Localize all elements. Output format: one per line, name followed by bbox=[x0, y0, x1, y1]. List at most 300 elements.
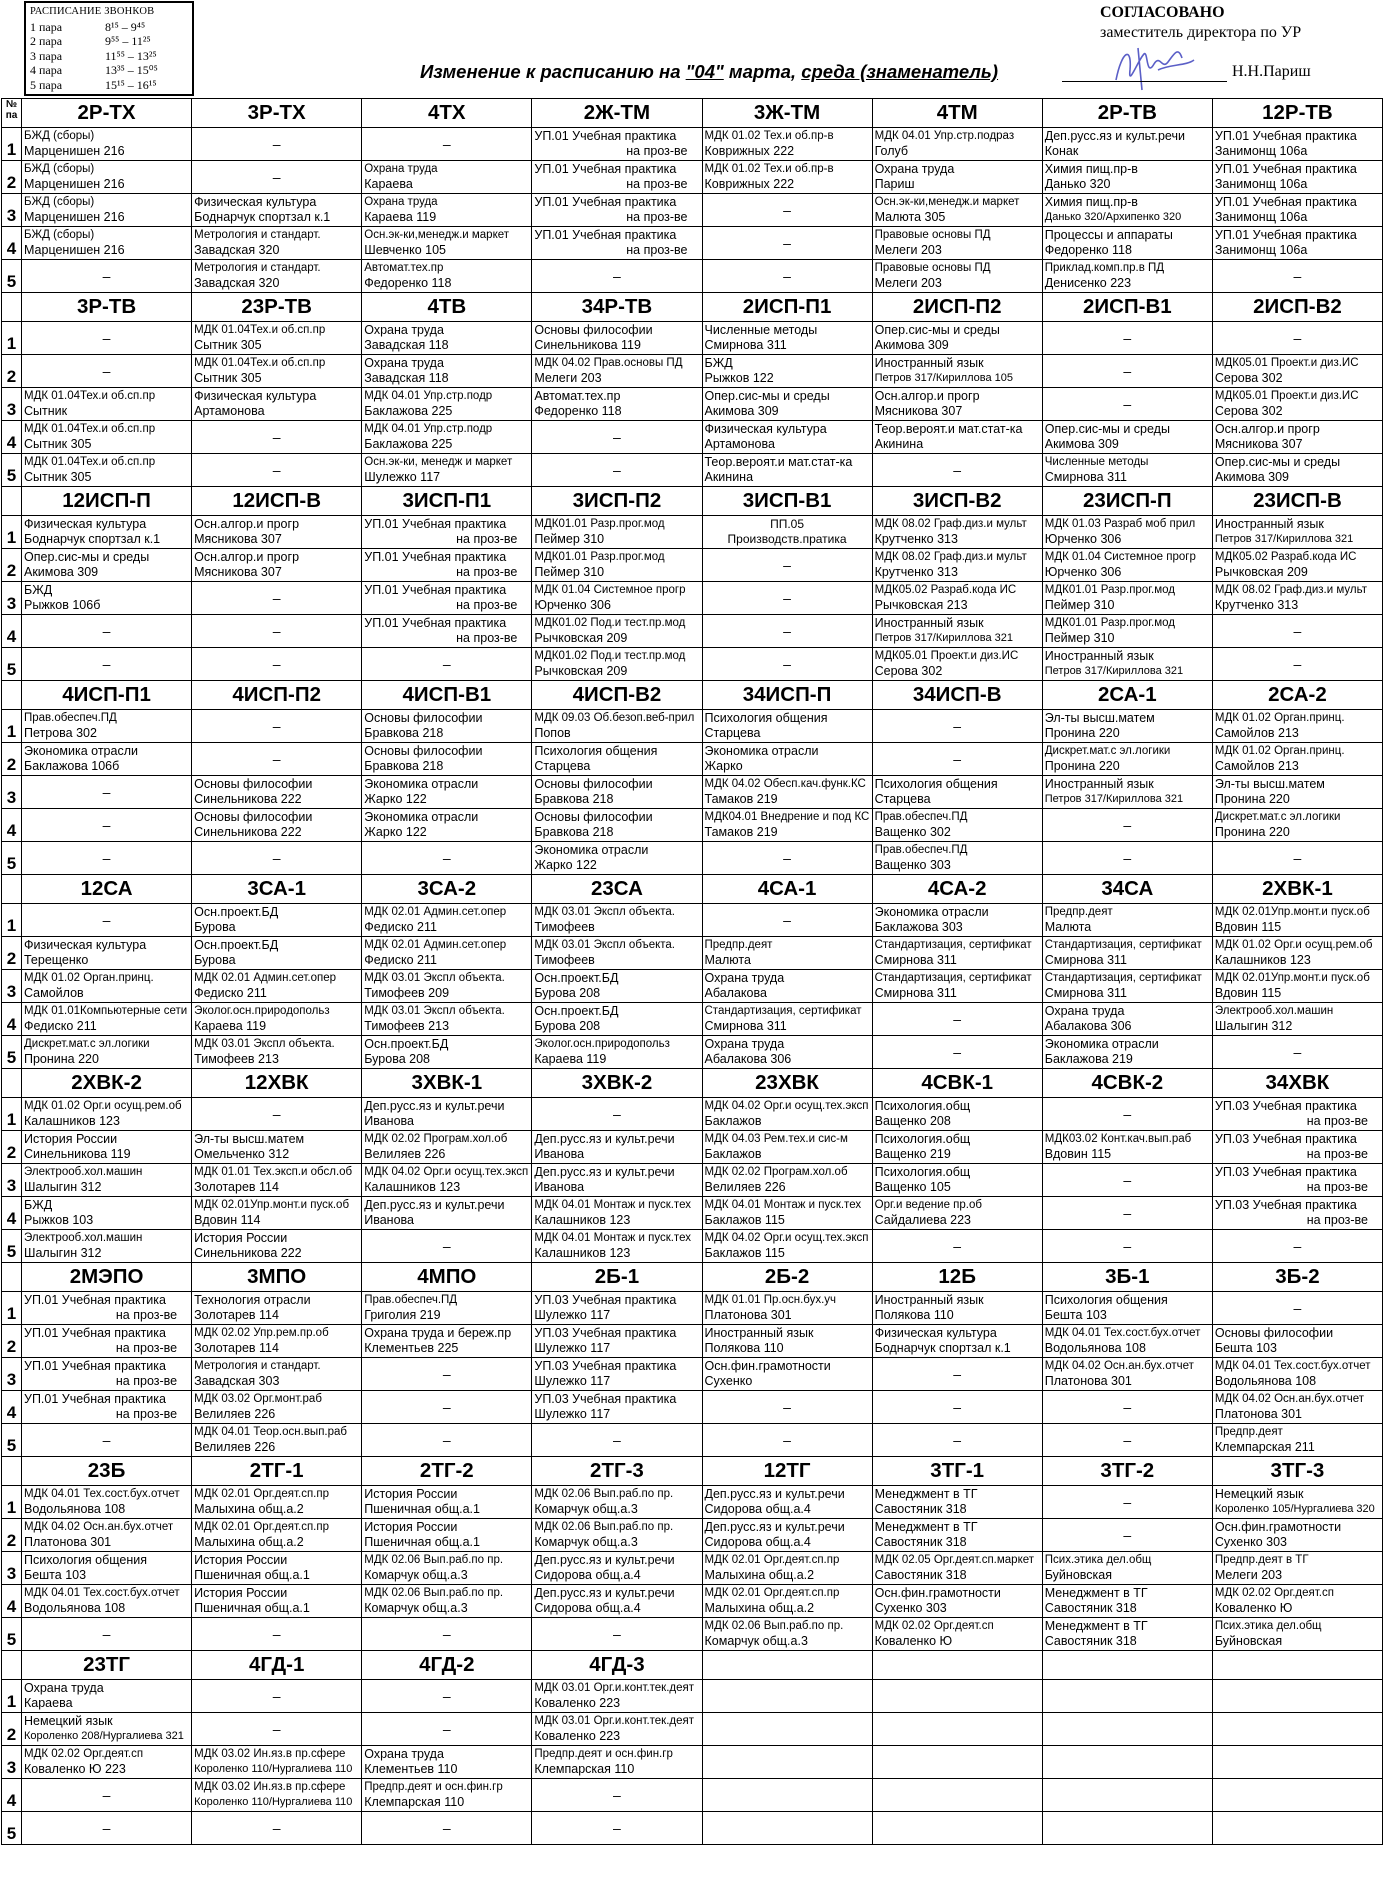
lesson-teacher: Юрченко 306 bbox=[534, 598, 611, 612]
lesson-subject: Осн.проект.БД bbox=[194, 938, 279, 952]
lesson-subject: БЖД bbox=[24, 1198, 53, 1212]
lesson-cell bbox=[192, 1552, 362, 1585]
lesson-content bbox=[362, 227, 531, 259]
group-header: 3ХВК-1 bbox=[362, 1069, 532, 1098]
lesson-content bbox=[362, 260, 531, 292]
lesson-cell bbox=[872, 1098, 1042, 1131]
lesson-subject: Охрана труда bbox=[874, 162, 955, 176]
lesson-subject: МДК 03.01 Орг.и.конт.тек.деят bbox=[534, 1682, 695, 1694]
lesson-content bbox=[362, 322, 531, 354]
lesson-subject: УП.03 Учебная практика bbox=[1214, 1132, 1357, 1146]
lesson-content bbox=[362, 776, 531, 808]
lesson-cell bbox=[1212, 1424, 1382, 1457]
group-header: 12Б bbox=[872, 1263, 1042, 1292]
lesson-content bbox=[532, 194, 701, 226]
lesson-content bbox=[1043, 1618, 1212, 1650]
lesson-teacher: Артамонова bbox=[704, 437, 775, 451]
group-header: 4ГД-3 bbox=[532, 1651, 702, 1680]
lesson-content bbox=[362, 1131, 531, 1163]
no-lesson-cell: – bbox=[532, 1618, 702, 1651]
lesson-subject: УП.03 Учебная практика bbox=[534, 1326, 677, 1340]
lesson-content bbox=[873, 549, 1042, 581]
lesson-content bbox=[1213, 710, 1382, 742]
lesson-teacher: Баклажова 303 bbox=[874, 920, 963, 934]
lesson-cell bbox=[22, 227, 192, 260]
lesson-teacher: Бешта 103 bbox=[24, 1568, 87, 1582]
group-header: 3ТГ-3 bbox=[1212, 1457, 1382, 1486]
lesson-cell bbox=[362, 1003, 532, 1036]
lesson-teacher: Клемпарская 110 bbox=[364, 1795, 465, 1809]
lesson-subject: УП.01 Учебная практика bbox=[24, 1392, 166, 1406]
lesson-content bbox=[1043, 516, 1212, 548]
group-header: 3Ж-ТМ bbox=[702, 99, 872, 128]
lesson-teacher: Баклажов 115 bbox=[704, 1246, 785, 1260]
lesson-subject: Охрана труда bbox=[704, 1037, 785, 1051]
lesson-teacher: Короленко 105/Нургалиева 320 bbox=[1214, 1503, 1375, 1515]
lesson-cell bbox=[1212, 227, 1382, 260]
lesson-subject: Дискрет.мат.с эл.логики bbox=[24, 1038, 150, 1050]
lesson-location: на проз-ве bbox=[1306, 1180, 1368, 1194]
lesson-content bbox=[362, 454, 531, 486]
lesson-cell bbox=[192, 1779, 362, 1812]
lesson-teacher: Тамаков 219 bbox=[704, 792, 778, 806]
lesson-teacher: Короленко 110/Нургалиева 110 bbox=[194, 1796, 353, 1808]
lesson-content bbox=[873, 355, 1042, 387]
lesson-cell bbox=[532, 1680, 702, 1713]
lesson-content bbox=[1213, 776, 1382, 808]
lesson-cell bbox=[872, 1292, 1042, 1325]
lesson-subject: Психология.общ bbox=[874, 1099, 971, 1113]
lesson-content bbox=[532, 743, 701, 775]
lesson-subject: МДК 04.01 Тех.сост.бух.отчет bbox=[1214, 1360, 1371, 1372]
slot-number: 4 bbox=[2, 1391, 22, 1424]
lesson-teacher: Акимова 309 bbox=[704, 404, 779, 418]
lesson-subject: Деп.русс.яз и культ.речи bbox=[534, 1586, 675, 1600]
lesson-teacher: Синельникова 222 bbox=[194, 1246, 302, 1260]
lesson-subject: МДК 02.01 Орг.деят.сп.пр bbox=[194, 1488, 330, 1500]
lesson-content bbox=[192, 1746, 361, 1778]
lesson-content bbox=[192, 260, 361, 292]
slot-number: 5 bbox=[2, 1618, 22, 1651]
lesson-content bbox=[1043, 128, 1212, 160]
lesson-content bbox=[532, 1519, 701, 1551]
lesson-teacher: Мясникова 307 bbox=[194, 565, 282, 579]
lesson-teacher: Савостяник 318 bbox=[874, 1502, 967, 1516]
lesson-cell bbox=[192, 227, 362, 260]
lesson-cell bbox=[22, 1519, 192, 1552]
lesson-content bbox=[703, 1358, 872, 1390]
lesson-cell bbox=[702, 1552, 872, 1585]
lesson-subject: Охрана труда bbox=[1044, 1004, 1125, 1018]
slot-number: 5 bbox=[2, 1036, 22, 1069]
slot-header-cell bbox=[2, 1069, 22, 1098]
group-header: 4ИСП-П1 bbox=[22, 681, 192, 710]
lesson-content bbox=[532, 904, 701, 936]
empty-cell bbox=[1042, 1680, 1212, 1713]
lesson-teacher: Тимофеев 209 bbox=[364, 986, 450, 1000]
lesson-subject: Экономика отрасли bbox=[874, 905, 989, 919]
lesson-cell bbox=[702, 322, 872, 355]
lesson-teacher: Акинина bbox=[874, 437, 924, 451]
lesson-content bbox=[192, 1585, 361, 1617]
lesson-content bbox=[873, 227, 1042, 259]
group-header: 3ХВК-2 bbox=[532, 1069, 702, 1098]
lesson-location: на проз-ве bbox=[115, 1341, 178, 1355]
lesson-cell bbox=[22, 1680, 192, 1713]
lesson-subject: УП.01 Учебная практика bbox=[1214, 195, 1357, 209]
lesson-subject: МДК05.01 Проект.и диз.ИС bbox=[1214, 390, 1359, 402]
lesson-teacher: Акимова 309 bbox=[1044, 437, 1119, 451]
approval-block bbox=[1100, 4, 1301, 42]
lesson-content bbox=[22, 421, 191, 453]
empty-cell bbox=[1042, 1713, 1212, 1746]
lesson-subject: Физическая культура bbox=[194, 195, 317, 209]
lesson-content bbox=[1043, 776, 1212, 808]
lesson-cell bbox=[1042, 582, 1212, 615]
lesson-subject: УП.01 Учебная практика bbox=[534, 129, 677, 143]
lesson-subject: МДК 02.02 Упр.рем.пр.об bbox=[194, 1327, 329, 1339]
no-lesson-cell: – bbox=[362, 842, 532, 875]
slot-number: 3 bbox=[2, 970, 22, 1003]
lesson-subject: Электрооб.хол.машин bbox=[1214, 1005, 1334, 1017]
lesson-content bbox=[532, 809, 701, 841]
slot-number: 5 bbox=[2, 842, 22, 875]
lesson-teacher: Пеймер 310 bbox=[534, 532, 605, 546]
lesson-teacher: Федоренко 118 bbox=[534, 404, 622, 418]
lesson-subject: БЖД (сборы) bbox=[24, 196, 95, 208]
lesson-subject: МДК 02.02 Орг.деят.сп bbox=[874, 1620, 994, 1632]
lesson-teacher: Синельникова 222 bbox=[194, 792, 302, 806]
lesson-teacher: Омельченко 312 bbox=[194, 1147, 290, 1161]
group-header: 3Р-ТХ bbox=[192, 99, 362, 128]
group-header: 23ХВК bbox=[702, 1069, 872, 1098]
lesson-cell bbox=[1042, 648, 1212, 681]
lesson-content bbox=[362, 710, 531, 742]
lesson-subject: Предпр.деят bbox=[1044, 906, 1113, 918]
lesson-teacher: Тамаков 219 bbox=[704, 825, 778, 839]
lesson-teacher: Сытник 305 bbox=[194, 371, 262, 385]
lesson-content bbox=[703, 322, 872, 354]
lesson-subject: Осн.фин.грамотности bbox=[704, 1359, 831, 1373]
lesson-teacher: Велиляев 226 bbox=[194, 1440, 276, 1454]
lesson-content bbox=[873, 260, 1042, 292]
lesson-cell bbox=[22, 1230, 192, 1263]
lesson-subject: МДК 02.06 Вып.раб.по пр. bbox=[364, 1554, 504, 1566]
slot-number: 1 bbox=[2, 1486, 22, 1519]
lesson-subject: История России bbox=[364, 1487, 458, 1501]
lesson-content bbox=[532, 549, 701, 581]
lesson-content bbox=[532, 710, 701, 742]
lesson-subject: УП.01 Учебная практика bbox=[364, 616, 507, 630]
lesson-subject: УП.01 Учебная практика bbox=[24, 1359, 166, 1373]
lesson-teacher: Калашников 123 bbox=[1214, 953, 1311, 967]
lesson-teacher: Калашников 123 bbox=[364, 1180, 461, 1194]
lesson-content bbox=[873, 970, 1042, 1002]
slot-header-cell bbox=[2, 1651, 22, 1680]
title-month: марта, bbox=[723, 61, 802, 82]
bell-pair-label: 2 пара bbox=[30, 34, 63, 48]
lesson-teacher: Тимофеев bbox=[534, 920, 595, 934]
slot-number: 3 bbox=[2, 1164, 22, 1197]
lesson-subject: Физическая культура bbox=[874, 1326, 997, 1340]
lesson-content bbox=[873, 582, 1042, 614]
lesson-cell bbox=[362, 582, 532, 615]
slot-number: 5 bbox=[2, 454, 22, 487]
lesson-teacher: Денисенко 223 bbox=[1044, 276, 1132, 290]
lesson-content bbox=[532, 1003, 701, 1035]
no-lesson-cell: – bbox=[702, 1424, 872, 1457]
lesson-content bbox=[22, 1358, 191, 1390]
lesson-content bbox=[1043, 615, 1212, 647]
slot-number: 2 bbox=[2, 743, 22, 776]
bell-pair-label: 1 пара bbox=[30, 19, 63, 34]
empty-cell bbox=[1042, 1812, 1212, 1845]
lesson-teacher: Рыжков 103 bbox=[24, 1213, 94, 1227]
lesson-content bbox=[1213, 421, 1382, 453]
lesson-subject: УП.01 Учебная практика bbox=[1214, 162, 1357, 176]
no-lesson-cell: – bbox=[22, 1812, 192, 1845]
lesson-subject: УП.01 Учебная практика bbox=[534, 162, 677, 176]
lesson-content bbox=[703, 710, 872, 742]
lesson-subject: МДК 01.02 Орган.принц. bbox=[24, 972, 154, 984]
lesson-cell bbox=[702, 388, 872, 421]
lesson-teacher: Юрченко 306 bbox=[1044, 532, 1122, 546]
lesson-content bbox=[22, 1230, 191, 1262]
lesson-teacher: Федиско 211 bbox=[24, 1019, 97, 1033]
no-lesson-cell: – bbox=[192, 1098, 362, 1131]
no-lesson-cell: – bbox=[872, 1358, 1042, 1391]
lesson-content bbox=[873, 322, 1042, 354]
lesson-teacher: Пшеничная общ.а.1 bbox=[194, 1601, 310, 1615]
lesson-teacher: Бравкова 218 bbox=[534, 825, 614, 839]
lesson-cell bbox=[532, 1486, 702, 1519]
lesson-content bbox=[703, 454, 872, 486]
lesson-teacher: Петров 317/Кириллова 105 bbox=[874, 372, 1014, 384]
lesson-teacher: Баклажова 225 bbox=[364, 404, 453, 418]
group-header: 4МПО bbox=[362, 1263, 532, 1292]
lesson-cell bbox=[532, 1713, 702, 1746]
lesson-content bbox=[192, 1519, 361, 1551]
lesson-subject: Основы философии bbox=[534, 323, 653, 337]
lesson-teacher: Калашников 123 bbox=[24, 1114, 120, 1128]
lesson-teacher: Данько 320 bbox=[1044, 177, 1111, 191]
slot-number: 4 bbox=[2, 809, 22, 842]
group-header: 4СА-2 bbox=[872, 875, 1042, 904]
lesson-teacher: Шулежко 117 bbox=[534, 1341, 611, 1355]
lesson-teacher: Смирнова 311 bbox=[1044, 953, 1128, 967]
slot-number: 2 bbox=[2, 1713, 22, 1746]
slot-number: 1 bbox=[2, 516, 22, 549]
lesson-teacher: Платонова 301 bbox=[1044, 1374, 1132, 1388]
lesson-teacher: Иванова bbox=[534, 1147, 585, 1161]
lesson-location: на проз-ве bbox=[626, 210, 688, 224]
group-header: 12ТГ bbox=[702, 1457, 872, 1486]
no-lesson-cell: – bbox=[1042, 1098, 1212, 1131]
empty-cell bbox=[1212, 1680, 1382, 1713]
lesson-cell bbox=[362, 516, 532, 549]
no-lesson-cell: – bbox=[192, 648, 362, 681]
lesson-content bbox=[703, 1230, 872, 1262]
approval-position: заместитель директора по УР bbox=[1100, 24, 1302, 41]
slot-number: 2 bbox=[2, 549, 22, 582]
lesson-subject: МДК 02.05 Орг.деят.сп.маркет bbox=[874, 1554, 1035, 1566]
lesson-subject: Основы философии bbox=[534, 777, 653, 791]
group-header: 3ИСП-П2 bbox=[532, 487, 702, 516]
lesson-subject: Осн.эк-ки,менедж.и маркет bbox=[874, 196, 1020, 208]
lesson-cell bbox=[192, 1003, 362, 1036]
lesson-content bbox=[873, 776, 1042, 808]
lesson-content bbox=[22, 743, 191, 775]
lesson-content bbox=[1213, 1098, 1382, 1130]
lesson-location: на проз-ве bbox=[456, 631, 518, 645]
lesson-cell bbox=[532, 1325, 702, 1358]
lesson-subject: Психология общения bbox=[1044, 1293, 1168, 1307]
lesson-teacher: Мясникова 307 bbox=[874, 404, 963, 418]
group-header: 2ХВК-1 bbox=[1212, 875, 1382, 904]
lesson-cell bbox=[22, 1391, 192, 1424]
lesson-subject: МДК 03.01 Экспл объекта. bbox=[534, 939, 675, 951]
lesson-content bbox=[1213, 454, 1382, 486]
lesson-subject: МДК 03.01 Экспл объекта. bbox=[364, 1005, 505, 1017]
lesson-content bbox=[703, 516, 872, 548]
no-lesson-cell: – bbox=[192, 1680, 362, 1713]
lesson-teacher: Пронина 220 bbox=[1214, 792, 1290, 806]
group-header: 23Р-ТВ bbox=[192, 293, 362, 322]
lesson-content bbox=[532, 937, 701, 969]
empty-cell bbox=[1042, 1746, 1212, 1779]
lesson-cell bbox=[1042, 1552, 1212, 1585]
lesson-teacher: Малыхина общ.а.2 bbox=[704, 1601, 815, 1615]
lesson-teacher: Занимонщ 106а bbox=[1214, 243, 1308, 257]
lesson-teacher: Золотарев 114 bbox=[194, 1180, 279, 1194]
group-header: 3Б-1 bbox=[1042, 1263, 1212, 1292]
no-lesson-cell: – bbox=[192, 421, 362, 454]
lesson-teacher: Смирнова 311 bbox=[1044, 986, 1128, 1000]
lesson-cell bbox=[872, 355, 1042, 388]
lesson-content bbox=[1043, 454, 1212, 486]
lesson-cell bbox=[702, 161, 872, 194]
lesson-subject: МДК 02.01 Админ.сет.опер bbox=[364, 939, 507, 951]
slot-header-cell bbox=[2, 681, 22, 710]
lesson-cell bbox=[22, 1585, 192, 1618]
lesson-teacher: Марценишен 216 bbox=[24, 243, 125, 257]
no-lesson-cell: – bbox=[872, 1391, 1042, 1424]
lesson-cell bbox=[1212, 388, 1382, 421]
lesson-subject: МДК 04.02 Осн.ан.бух.отчет bbox=[1214, 1393, 1365, 1405]
lesson-subject: Метрология и стандарт. bbox=[194, 262, 321, 274]
lesson-subject: МДК 02.02 Програм.хол.об bbox=[704, 1166, 848, 1178]
lesson-subject: МДК 01.04Тех.и об.сп.пр bbox=[194, 357, 326, 369]
lesson-content bbox=[873, 128, 1042, 160]
no-lesson-cell: – bbox=[1042, 1197, 1212, 1230]
lesson-subject: Химия пищ.пр-в bbox=[1044, 195, 1138, 209]
lesson-content bbox=[532, 1391, 701, 1423]
lesson-teacher: Сытник 305 bbox=[194, 338, 262, 352]
lesson-cell bbox=[872, 1325, 1042, 1358]
lesson-cell bbox=[1042, 937, 1212, 970]
lesson-cell bbox=[1212, 1552, 1382, 1585]
no-lesson-cell: – bbox=[362, 1812, 532, 1845]
lesson-subject: Опер.сис-мы и среды bbox=[874, 323, 1000, 337]
lesson-cell bbox=[362, 1519, 532, 1552]
group-header: 34ИСП-П bbox=[702, 681, 872, 710]
lesson-subject: УП.01 Учебная практика bbox=[364, 517, 507, 531]
lesson-content bbox=[532, 1486, 701, 1518]
lesson-cell bbox=[702, 1230, 872, 1263]
lesson-cell bbox=[872, 260, 1042, 293]
bell-schedule-title: РАСПИСАНИЕ ЗВОНКОВ bbox=[30, 6, 155, 17]
lesson-content bbox=[1043, 970, 1212, 1002]
lesson-teacher: Шулежко 117 bbox=[364, 470, 441, 484]
lesson-teacher: Малюта 305 bbox=[874, 210, 946, 224]
group-header: 2Б-1 bbox=[532, 1263, 702, 1292]
lesson-cell bbox=[192, 1036, 362, 1069]
lesson-content bbox=[22, 227, 191, 259]
lesson-subject: МДК 01.04Тех.и об.сп.пр bbox=[194, 324, 326, 336]
lesson-teacher: Иванова bbox=[534, 1180, 585, 1194]
slot-number: 5 bbox=[2, 260, 22, 293]
lesson-teacher: Баклажов bbox=[704, 1114, 762, 1128]
group-header: 2ТГ-2 bbox=[362, 1457, 532, 1486]
lesson-cell bbox=[1042, 128, 1212, 161]
lesson-teacher: Марценишен 216 bbox=[24, 177, 125, 191]
lesson-teacher: Пшеничная общ.а.1 bbox=[364, 1535, 480, 1549]
lesson-teacher: Шулежко 117 bbox=[534, 1308, 611, 1322]
lesson-subject: Эколог.осн.природопольз bbox=[194, 1005, 330, 1017]
no-lesson-cell: – bbox=[532, 1424, 702, 1457]
lesson-content bbox=[22, 1164, 191, 1196]
lesson-teacher: Жарко 122 bbox=[364, 825, 427, 839]
slot-number: 3 bbox=[2, 194, 22, 227]
lesson-teacher: Терещенко bbox=[24, 953, 89, 967]
slot-number: 4 bbox=[2, 1197, 22, 1230]
lesson-cell bbox=[1212, 161, 1382, 194]
group-header bbox=[1212, 1651, 1382, 1680]
lesson-content bbox=[703, 743, 872, 775]
lesson-content bbox=[1043, 260, 1212, 292]
lesson-subject: Стандартизация, сертификат bbox=[1044, 972, 1202, 984]
lesson-teacher: Завадская 320 bbox=[194, 243, 280, 257]
lesson-cell bbox=[22, 1325, 192, 1358]
lesson-teacher: Жарко 122 bbox=[364, 792, 427, 806]
lesson-teacher: Сухенко bbox=[704, 1374, 753, 1388]
lesson-cell bbox=[702, 1486, 872, 1519]
lesson-subject: Псих.этика дел.общ bbox=[1214, 1620, 1322, 1632]
slot-number: 1 bbox=[2, 1292, 22, 1325]
lesson-content bbox=[22, 1003, 191, 1035]
lesson-location: на проз-ве bbox=[115, 1374, 178, 1388]
lesson-cell bbox=[1212, 970, 1382, 1003]
lesson-content bbox=[1213, 355, 1382, 387]
lesson-subject: Психология общения bbox=[704, 711, 828, 725]
lesson-content bbox=[873, 1098, 1042, 1130]
empty-cell bbox=[1212, 1746, 1382, 1779]
slot-number: 4 bbox=[2, 227, 22, 260]
lesson-cell bbox=[1042, 776, 1212, 809]
lesson-cell bbox=[1042, 161, 1212, 194]
lesson-teacher: Вдовин 115 bbox=[1044, 1147, 1112, 1161]
slot-number: 2 bbox=[2, 161, 22, 194]
lesson-content bbox=[362, 1197, 531, 1229]
group-header: 2ИСП-В1 bbox=[1042, 293, 1212, 322]
group-header: 2ТГ-1 bbox=[192, 1457, 362, 1486]
lesson-teacher: Коваленко Ю 223 bbox=[24, 1762, 126, 1776]
lesson-subject: БЖД bbox=[24, 583, 53, 597]
lesson-content bbox=[192, 388, 361, 420]
lesson-cell bbox=[872, 842, 1042, 875]
lesson-content bbox=[1043, 194, 1212, 226]
lesson-cell bbox=[22, 1036, 192, 1069]
